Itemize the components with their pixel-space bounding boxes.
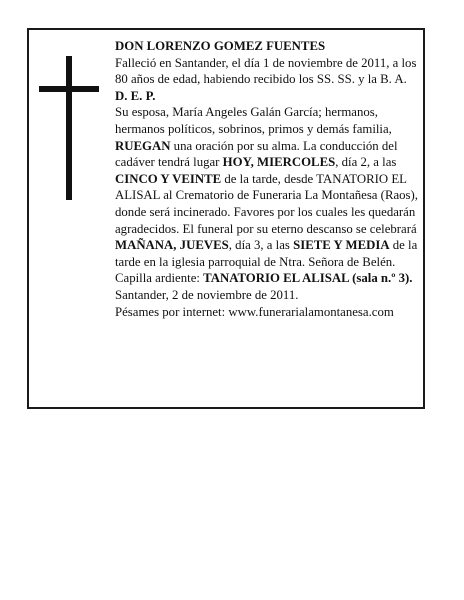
- notice-body: [115, 104, 419, 287]
- church-text: de la tarde en la iglesia parroquial de Ntra. Señora de Belén. Capilla ardiente:: [115, 238, 418, 286]
- condolences-line: Pésames por internet: www.funerarialamontanesa.com: [115, 304, 394, 319]
- cross-icon: [39, 56, 99, 200]
- deceased-name: DON LORENZO GOMEZ FUENTES: [115, 39, 326, 53]
- rip-line: D. E. P.: [115, 88, 156, 103]
- day-text: , día 2, a las: [335, 155, 397, 170]
- family-intro: Su esposa, María Angeles Galán García; hermanos, hermanos políticos, sobrinos, primos y demás familia,: [115, 105, 392, 136]
- hoy-miercoles: HOY, MIERCOLES: [222, 155, 336, 170]
- siete-y-media: SIETE Y MEDIA: [293, 238, 390, 253]
- tanatorio-sala: TANATORIO EL ALISAL (sala n.º 3).: [203, 271, 413, 286]
- cross-vertical-bar: [66, 56, 72, 200]
- cross-horizontal-bar: [39, 86, 99, 92]
- obituary-notice: [27, 28, 425, 409]
- ruegan-text: RUEGAN: [115, 138, 171, 153]
- prayer-text: una oración por su alma. La conducción del cadáver tendrá lugar: [115, 138, 398, 170]
- procession-text: de la tarde, desde TANATORIO EL ALISAL al Crematorio de Funeraria La Montañesa (Raos), donde será incinerado. Favores por los cuales les quedarán agradecidos. El funeral por su eterno descanso se celebrará: [115, 171, 419, 236]
- place-date: Santander, 2 de noviembre de 2011.: [115, 287, 299, 302]
- day3-text: , día 3, a las: [228, 238, 294, 253]
- death-notice: Falleció en Santander, el día 1 de noviembre de 2011, a los 80 años de edad, habiendo recibido los SS. SS. y la B. A.: [115, 55, 417, 87]
- notice-text-block: [115, 38, 419, 320]
- cinco-y-veinte: CINCO Y VEINTE: [115, 171, 222, 186]
- manana-jueves: MAÑANA, JUEVES: [115, 238, 229, 253]
